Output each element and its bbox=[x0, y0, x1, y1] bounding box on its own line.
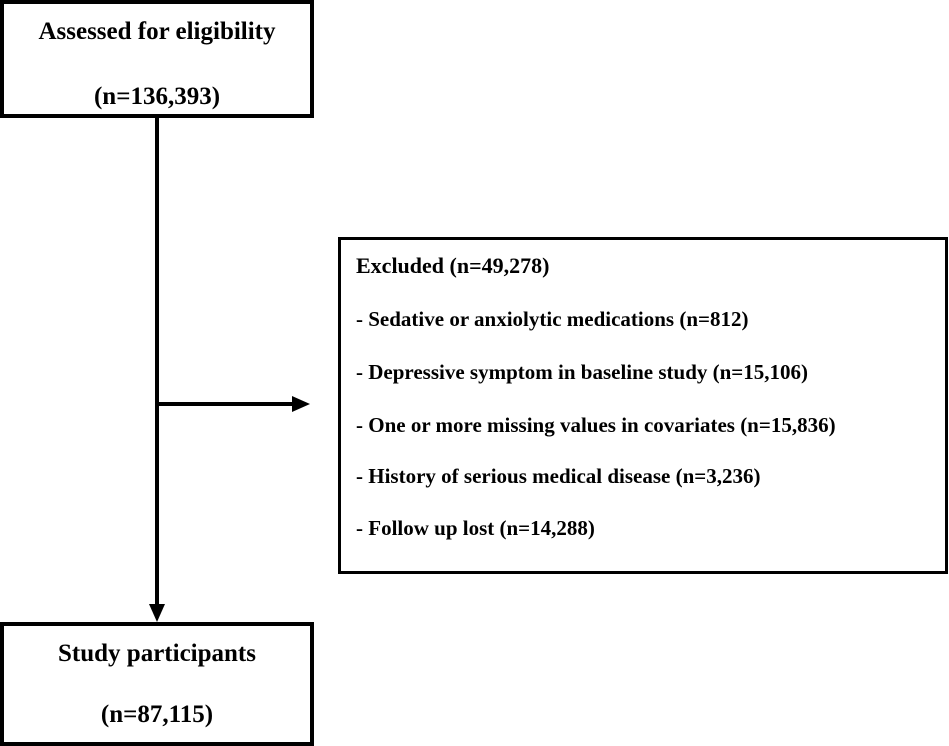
participants-count: (n=87,115) bbox=[100, 701, 214, 728]
excluded-item: - Follow up lost (n=14,288) bbox=[356, 516, 595, 540]
excluded-item: - One or more missing values in covariates (n=15,836) bbox=[356, 413, 836, 437]
excluded-item: - Depressive symptom in baseline study (n=15,106) bbox=[356, 360, 809, 384]
excluded-item: - Sedative or anxiolytic medications (n=812) bbox=[356, 307, 749, 331]
excluded-item: - History of serious medical disease (n=3,236) bbox=[356, 464, 761, 488]
participants-box bbox=[0, 622, 314, 746]
assessed-count: (n=136,393) bbox=[93, 83, 221, 110]
arrow-right-icon bbox=[292, 396, 310, 412]
assessed-box bbox=[0, 0, 314, 118]
assessed-title: Assessed for eligibility bbox=[38, 18, 276, 45]
excluded-box bbox=[338, 237, 948, 574]
participants-title: Study participants bbox=[58, 640, 256, 667]
arrow-down-icon bbox=[149, 604, 165, 622]
excluded-title: Excluded (n=49,278) bbox=[356, 253, 550, 278]
